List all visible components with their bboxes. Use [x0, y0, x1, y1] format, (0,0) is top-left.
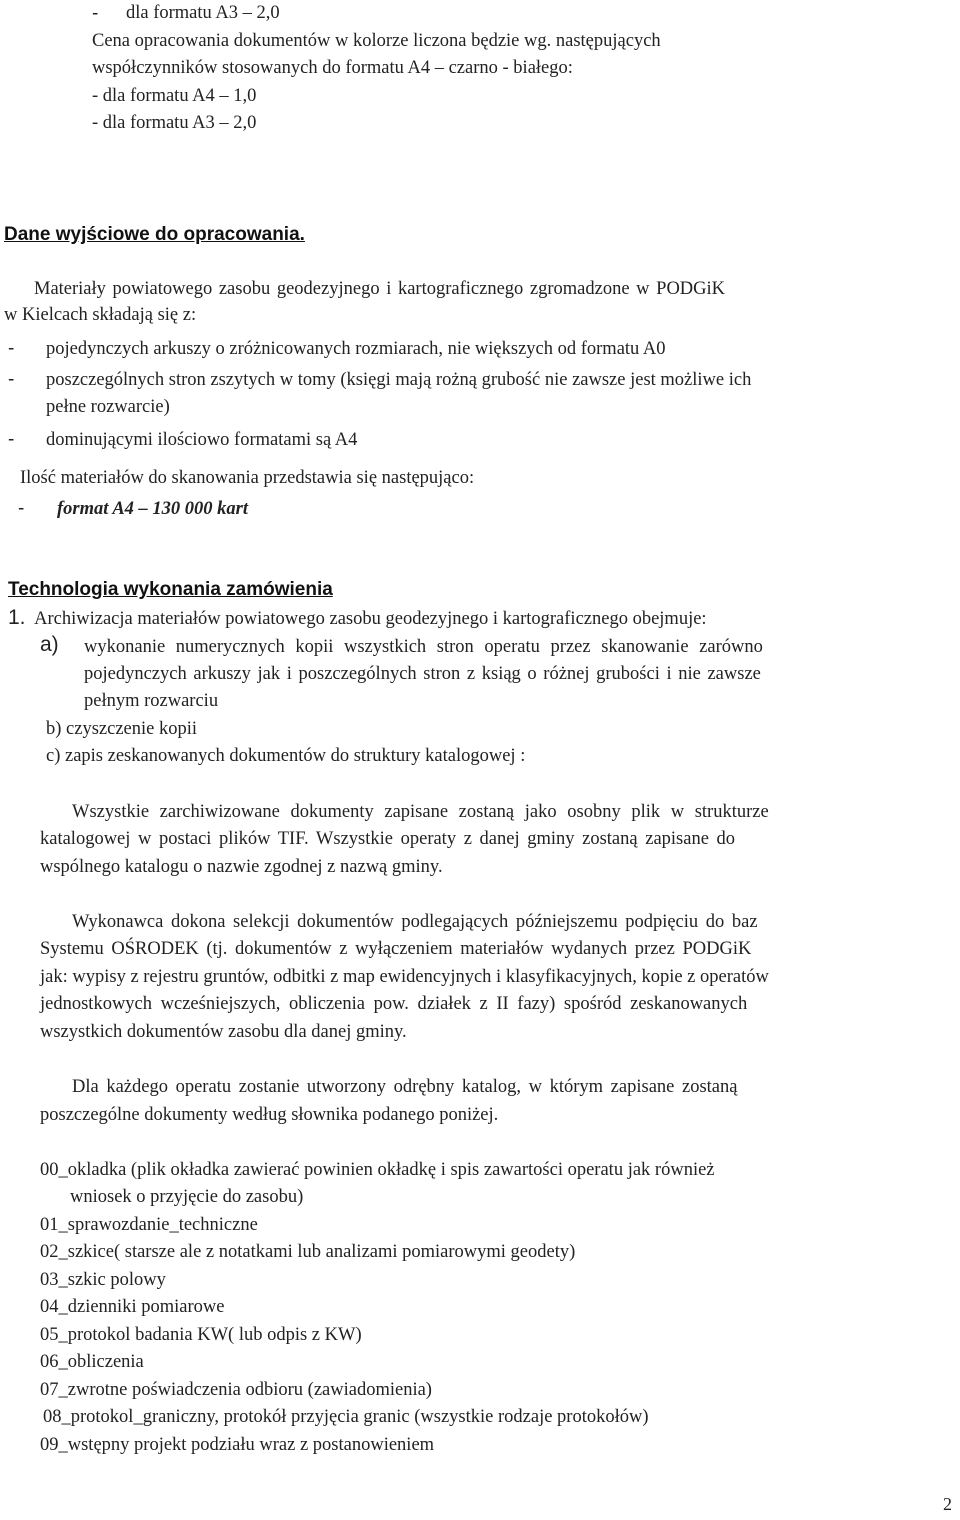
- folder-entry: 06_obliczenia: [40, 1352, 144, 1372]
- paragraph-3-line: Dla każdego operatu zostanie utworzony odrębny katalog, w którym zapisane zostaną: [72, 1077, 738, 1097]
- paragraph-1-line: Wszystkie zarchiwizowane dokumenty zapisane zostaną jako osobny plik w strukturze: [72, 802, 769, 822]
- folder-entry: 04_dzienniki pomiarowe: [40, 1297, 225, 1317]
- color-price-text: Cena opracowania dokumentów w kolorze liczona będzie wg. następujących: [92, 31, 661, 51]
- paragraph-2-line: jak: wypisy z rejestru gruntów, odbitki z map ewidencyjnych i klasyfikacyjnych, kopie z operatów: [40, 967, 769, 987]
- folder-entry: 05_protokol badania KW( lub odpis z KW): [40, 1325, 362, 1345]
- paragraph-2-line: Wykonawca dokona selekcji dokumentów podlegających późniejszemu podpięciu do baz: [72, 912, 758, 932]
- item-1: [8, 607, 707, 629]
- sub-a-line-3: pełnym rozwarciu: [84, 691, 219, 711]
- sub-a-line-2: pojedynczych arkuszy jak i poszczególnych stron z ksiąg o różnej grubości i nie zawsze: [84, 664, 761, 684]
- paragraph-1-line: katalogowej w postaci plików TIF. Wszystkie operaty z danej gminy zostaną zapisane do: [40, 829, 736, 849]
- sub-b: b) czyszczenie kopii: [46, 719, 198, 739]
- paragraph-3-line: poszczególne dokumenty według słownika podanego poniżej.: [40, 1105, 499, 1125]
- paragraph-2-line: wszystkich dokumentów zasobu dla danej gminy.: [40, 1022, 407, 1042]
- color-price-line-2: współczynników stosowanych do formatu A4 – czarno - białego:: [92, 58, 573, 78]
- sub-a-line-1: [84, 638, 956, 657]
- color-price-line-1: [92, 32, 956, 51]
- folder-entry: 03_szkic polowy: [40, 1270, 166, 1290]
- folder-entry: 00_okladka (plik okładka zawierać powinien okładkę i spis zawartości operatu jak również: [40, 1160, 715, 1180]
- folder-entry: 01_sprawozdanie_techniczne: [40, 1215, 258, 1235]
- item-1-number: 1.: [8, 606, 26, 629]
- sub-c: c) zapis zeskanowanych dokumentów do struktury katalogowej :: [46, 746, 526, 766]
- paragraph-2-line: Systemu OŚRODEK (tj. dokumentów z wyłączeniem materiałów wydanych przez PODGiK: [40, 939, 752, 959]
- paragraph-1-line: wspólnego katalogu o nazwie zgodnej z nazwą gminy.: [40, 857, 443, 877]
- intro-line-1: Materiały powiatowego zasobu geodezyjnego i kartograficznego zgromadzone w PODGiK: [34, 279, 726, 299]
- bullet-dash: -: [8, 369, 15, 390]
- bullet-item: dominującymi ilościowo formatami są A4: [46, 430, 358, 450]
- a3-factor: - dla formatu A3 – 2,0: [92, 113, 257, 133]
- section-heading-input-data: Dane wyjściowe do opracowania.: [4, 224, 305, 245]
- sub-a-marker: a): [40, 633, 59, 656]
- bullet-item-continuation: pełne rozwarcie): [46, 397, 170, 417]
- page-number: 2: [943, 1494, 952, 1514]
- quantity-intro: Ilość materiałów do skanowania przedstawia się następująco:: [20, 468, 475, 488]
- folder-entry: 02_szkice( starsze ale z notatkami lub analizami pomiarowymi geodety): [40, 1242, 576, 1262]
- intro-line-2: w Kielcach składają się z:: [4, 305, 197, 325]
- bullet-item: poszczególnych stron zszytych w tomy (księgi mają rożną grubość nie zawsze jest możliwe ich: [46, 370, 752, 390]
- folder-entry: 09_wstępny projekt podziału wraz z postanowieniem: [40, 1435, 435, 1455]
- paragraph-2-line: jednostkowych wcześniejszych, obliczenia pow. działek z II fazy) spośród zeskanowanych: [40, 994, 748, 1014]
- list-dash: -: [92, 3, 99, 24]
- section-heading-technology: Technologia wykonania zamówienia: [8, 579, 333, 600]
- quantity-item: format A4 – 130 000 kart: [57, 499, 249, 519]
- a4-factor: - dla formatu A4 – 1,0: [92, 86, 257, 106]
- folder-entry-continuation: wniosek o przyjęcie do zasobu): [70, 1187, 304, 1207]
- bullet-item: pojedynczych arkuszy o zróżnicowanych rozmiarach, nie większych od formatu A0: [46, 339, 666, 359]
- bullet-dash: -: [18, 498, 25, 519]
- bullet-dash: -: [8, 338, 15, 359]
- item-1-text: Archiwizacja materiałów powiatowego zasobu geodezyjnego i kartograficznego obejmuje:: [34, 609, 707, 629]
- folder-entry: 07_zwrotne poświadczenia odbioru (zawiadomienia): [40, 1380, 432, 1400]
- sub-a-text: wykonanie numerycznych kopii wszystkich stron operatu przez skanowanie zarówno: [84, 637, 763, 657]
- bullet-dash: -: [8, 429, 15, 450]
- format-a3-line: dla formatu A3 – 2,0: [126, 3, 280, 23]
- folder-entry: 08_protokol_graniczny, protokół przyjęcia granic (wszystkie rodzaje protokołów): [43, 1407, 649, 1427]
